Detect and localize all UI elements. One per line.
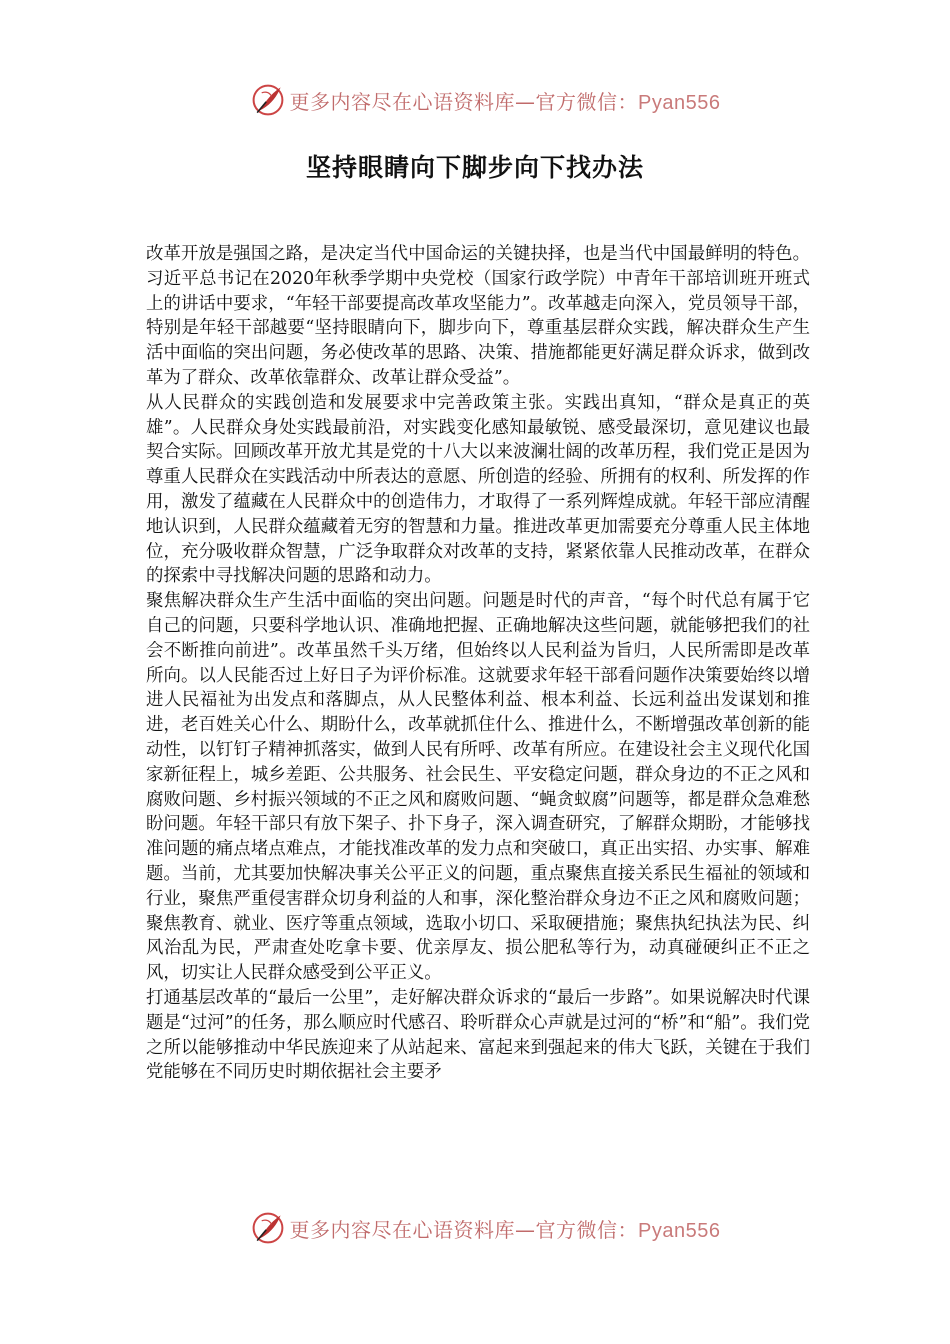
paragraph-2: 从人民群众的实践创造和发展要求中完善政策主张。实践出真知，“群众是真正的英雄”。人民群众身处实践最前沿，对实践变化感知最敏锐、感受最深切，意见建议也最契合实际。回顾改革开放尤其是党的十八大以来波澜壮阔的改革历程，我们党正是因为尊重人民群众在实践活动中所表达的意愿、所创造的经验、所拥有的权利、所发挥的作用，激发了蕴藏在人民群众中的创造伟力，才取得了一系列辉煌成就。年轻干部应清醒地认识到，人民群众蕴藏着无穷的智慧和力量。推进改革更加需要充分尊重人民主体地位，充分吸收群众智慧，广泛争取群众对改革的支持，紧紧依靠人民推动改革，在群众的探索中寻找解决问题的思路和动力。 [146, 392, 810, 587]
paragraph-4: 打通基层改革的“最后一公里”，走好解决群众诉求的“最后一步路”。如果说解决时代课题是“过河”的任务，那么顺应时代感召、聆听群众心声就是过河的“桥”和“船”。我们党之所以能够推动中华民族迎来了从站起来、富起来到强起来的伟大飞跃，关键在于我们党能够在不同历史时期依据社会主要矛 [146, 987, 810, 1083]
footer-banner-text: 更多内容尽在心语资料库—官方微信：Pyan556 [289, 1217, 721, 1242]
feather-pen-logo-icon [250, 1210, 286, 1246]
wechat-id: Pyan556 [638, 91, 721, 114]
paragraph-3: 聚焦解决群众生产生活中面临的突出问题。问题是时代的声音，“每个时代总有属于它自己的问题，只要科学地认识、准确地把握、正确地解决这些问题，就能够把我们的社会不断推向前进”。改革虽然千头万绪，但始终以人民利益为旨归，人民所需即是改革所向。以人民能否过上好日子为评价标准。这就要求年轻干部看问题作决策要始终以增进人民福祉为出发点和落脚点，从人民整体利益、根本利益、长远利益出发谋划和推进，老百姓关心什么、期盼什么，改革就抓住什么、推进什么，不断增强改革创新的能动性，以钉钉子精神抓落实，做到人民有所呼、改革有所应。在建设社会主义现代化国家新征程上，城乡差距、公共服务、社会民生、平安稳定问题，群众身边的不正之风和腐败问题、乡村振兴领域的不正之风和腐败问题、“蝇贪蚁腐”问题等，都是群众急难愁盼问题。年轻干部只有放下架子、扑下身子，深入调查研究，了解群众期盼，才能够找准问题的痛点堵点难点，才能找准改革的发力点和突破口，真正出实招、办实事、解难题。当前，尤其要加快解决事关公平正义的问题，重点聚焦直接关系民生福祉的领域和行业，聚焦严重侵害群众切身利益的人和事，深化整治群众身边不正之风和腐败问题；聚焦教育、就业、医疗等重点领域，选取小切口、采取硬措施；聚焦执纪执法为民、纠风治乱为民，严肃查处吃拿卡要、优亲厚友、损公肥私等行为，动真碰硬纠正不正之风，切实让人民群众感受到公平正义。 [146, 591, 810, 984]
header-banner [0, 80, 950, 120]
feather-pen-logo-icon [250, 82, 286, 118]
footer-banner [0, 1208, 950, 1248]
header-banner-text: 更多内容尽在心语资料库—官方微信：Pyan556 [289, 89, 721, 114]
wechat-id: Pyan556 [638, 1219, 721, 1242]
document-title: 坚持眼睛向下脚步向下找办法 [305, 153, 644, 182]
document-body [146, 242, 810, 1085]
paragraph-1: 改革开放是强国之路，是决定当代中国命运的关键抉择，也是当代中国最鲜明的特色。习近平总书记在2020年秋季学期中央党校（国家行政学院）中青年干部培训班开班式上的讲话中要求，“年轻干部要提高改革攻坚能力”。改革越走向深入，党员领导干部，特别是年轻干部越要“坚持眼睛向下，脚步向下，尊重基层群众实践，解决群众生产生活中面临的突出问题，务必使改革的思路、决策、措施都能更好满足群众诉求，做到改革为了群众、改革依靠群众、改革让群众受益”。 [146, 244, 810, 388]
